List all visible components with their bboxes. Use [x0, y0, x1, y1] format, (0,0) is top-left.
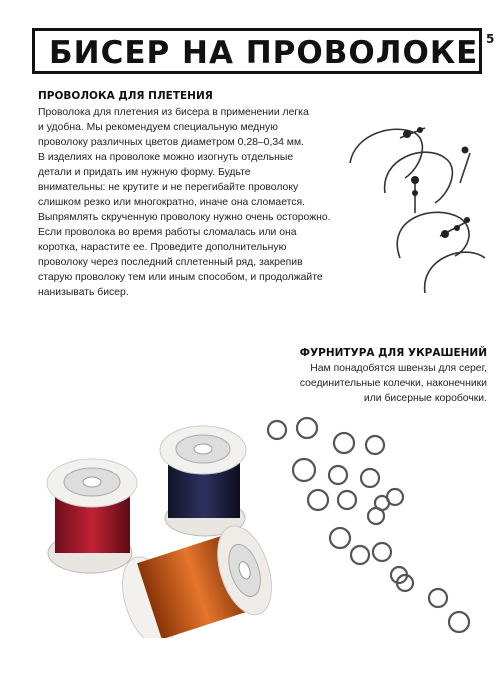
- text-line: старую проволоку тем или иным способом, и продолжайте: [38, 272, 323, 283]
- orange-spool: [112, 519, 275, 638]
- section-heading-wire: ПРОВОЛОКА ДЛЯ ПЛЕТЕНИЯ: [38, 90, 213, 102]
- text-line: проволоку через последний сплетенный ряд, закрепив: [38, 257, 303, 268]
- text-line: соединительные колечки, наконечники: [299, 378, 487, 389]
- text-line: В изделиях на проволоке можно изогнуть отдельные: [38, 152, 294, 163]
- text-line: Нам понадобятся швензы для серег,: [310, 363, 487, 374]
- earring-hooks-illustration: [345, 108, 495, 308]
- paragraph-findings: [300, 361, 487, 406]
- text-line: коротка, нарастите ее. Проведите дополнительную: [38, 242, 287, 253]
- text-line: проволоку различных цветов диаметром 0,28–0,34 мм.: [38, 137, 304, 148]
- text-line: и удобна. Мы рекомендуем специальную медную: [38, 122, 278, 133]
- text-line: Проволока для плетения из бисера в применении легка: [38, 107, 309, 118]
- wire-spools-illustration: [35, 418, 275, 638]
- text-line: Если проволока во время работы сломалась или она: [38, 227, 297, 238]
- page-number: 5: [486, 32, 495, 46]
- paragraph-wire-1: [38, 105, 331, 225]
- red-spool: [47, 459, 137, 573]
- text-line: Выпрямлять скрученную проволоку нужно очень осторожно.: [38, 212, 331, 223]
- section-heading-findings: ФУРНИТУРА ДЛЯ УКРАШЕНИЙ: [299, 347, 487, 359]
- text-line: внимательны: не крутите и не перегибайте проволоку: [38, 182, 299, 193]
- text-line: слишком резко или многократно, иначе она сломается.: [38, 197, 305, 208]
- navy-spool: [160, 426, 246, 536]
- text-line: детали и придать им нужную форму. Будьте: [38, 167, 251, 178]
- title-banner: [32, 28, 482, 74]
- page-title: БИСЕР НА ПРОВОЛОКЕ: [49, 35, 479, 71]
- text-line: или бисерные коробочки.: [363, 393, 487, 404]
- jump-rings-illustration: [262, 415, 472, 645]
- text-line: нанизывать бисер.: [38, 287, 129, 298]
- paragraph-wire-2: [38, 225, 323, 300]
